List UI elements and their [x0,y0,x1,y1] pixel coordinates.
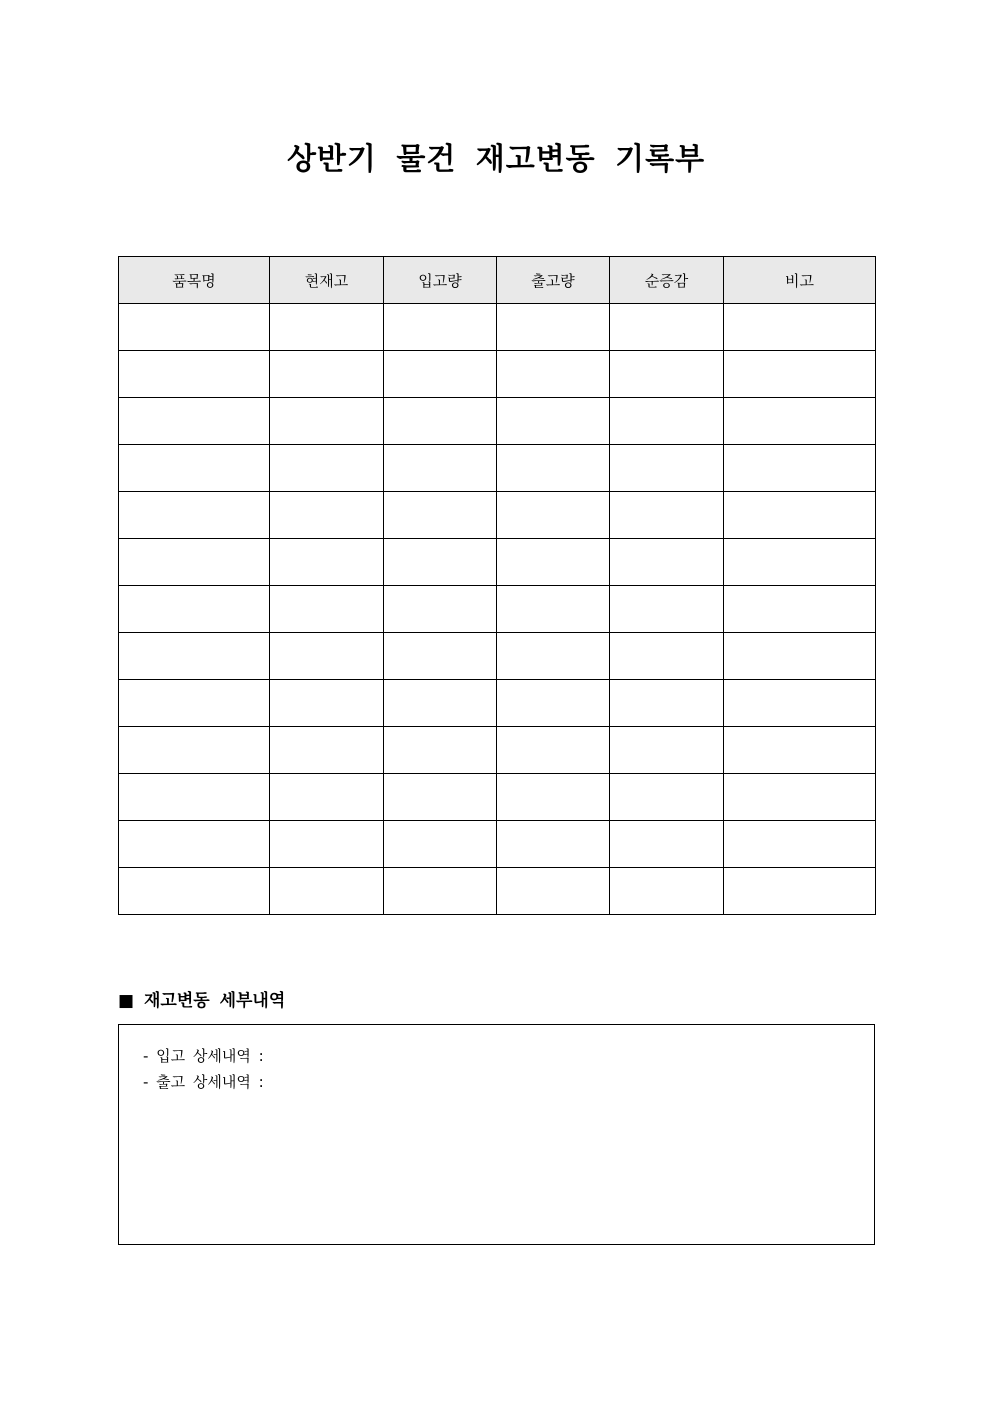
table-cell[interactable] [270,774,384,821]
table-row [119,680,876,727]
table-cell[interactable] [119,633,270,680]
table-cell[interactable] [384,680,497,727]
table-cell[interactable] [384,351,497,398]
table-cell[interactable] [497,680,610,727]
details-box[interactable] [118,1024,875,1245]
table-cell[interactable] [724,821,876,868]
table-cell[interactable] [724,445,876,492]
table-cell[interactable] [724,304,876,351]
table-cell[interactable] [497,821,610,868]
black-square-icon: ■ [118,991,135,1011]
header-net-change: 순증감 [610,257,724,304]
table-cell[interactable] [610,680,724,727]
header-incoming: 입고량 [384,257,497,304]
table-row [119,727,876,774]
table-cell[interactable] [384,586,497,633]
header-current-stock: 현재고 [270,257,384,304]
table-row [119,633,876,680]
table-cell[interactable] [119,774,270,821]
table-cell[interactable] [270,492,384,539]
table-cell[interactable] [384,821,497,868]
table-cell[interactable] [384,539,497,586]
table-cell[interactable] [119,539,270,586]
table-row [119,445,876,492]
table-cell[interactable] [270,680,384,727]
table-cell[interactable] [610,398,724,445]
table-cell[interactable] [119,398,270,445]
table-row [119,586,876,633]
table-cell[interactable] [724,398,876,445]
table-cell[interactable] [497,304,610,351]
table-cell[interactable] [270,868,384,915]
table-cell[interactable] [119,586,270,633]
table-cell[interactable] [497,492,610,539]
table-cell[interactable] [270,727,384,774]
table-cell[interactable] [270,351,384,398]
table-cell[interactable] [270,821,384,868]
incoming-details-line: - 입고 상세내역 : [143,1047,264,1065]
table-cell[interactable] [724,351,876,398]
table-row [119,304,876,351]
table-cell[interactable] [610,539,724,586]
table-cell[interactable] [119,868,270,915]
table-cell[interactable] [724,774,876,821]
table-cell[interactable] [497,633,610,680]
table-row [119,821,876,868]
inventory-table [118,256,876,915]
table-cell[interactable] [724,539,876,586]
table-cell[interactable] [610,304,724,351]
table-cell[interactable] [497,868,610,915]
table-cell[interactable] [270,539,384,586]
table-cell[interactable] [724,727,876,774]
table-cell[interactable] [270,398,384,445]
table-row [119,351,876,398]
table-cell[interactable] [119,445,270,492]
table-cell[interactable] [270,445,384,492]
table-cell[interactable] [610,821,724,868]
table-cell[interactable] [384,727,497,774]
outgoing-details-line: - 출고 상세내역 : [143,1073,264,1091]
table-cell[interactable] [497,727,610,774]
table-cell[interactable] [610,586,724,633]
header-remarks: 비고 [724,257,876,304]
table-cell[interactable] [724,492,876,539]
table-cell[interactable] [384,633,497,680]
table-cell[interactable] [724,868,876,915]
table-cell[interactable] [497,539,610,586]
table-cell[interactable] [270,586,384,633]
page-title: 상반기 물건 재고변동 기록부 [286,142,706,177]
table-cell[interactable] [610,492,724,539]
table-cell[interactable] [119,351,270,398]
table-cell[interactable] [497,586,610,633]
table-row [119,398,876,445]
table-cell[interactable] [384,398,497,445]
details-heading-text: 재고변동 세부내역 [143,991,286,1011]
table-cell[interactable] [724,680,876,727]
table-cell[interactable] [270,304,384,351]
table-cell[interactable] [610,868,724,915]
table-cell[interactable] [384,774,497,821]
table-cell[interactable] [497,398,610,445]
header-outgoing: 출고량 [497,257,610,304]
table-cell[interactable] [119,680,270,727]
table-cell[interactable] [610,774,724,821]
table-row [119,539,876,586]
table-cell[interactable] [384,304,497,351]
table-cell[interactable] [497,445,610,492]
table-cell[interactable] [270,633,384,680]
table-cell[interactable] [497,351,610,398]
table-cell[interactable] [610,633,724,680]
table-cell[interactable] [610,445,724,492]
table-cell[interactable] [119,821,270,868]
table-header-row [119,257,876,304]
details-heading [118,986,285,1011]
table-row [119,774,876,821]
table-cell[interactable] [384,492,497,539]
table-cell[interactable] [724,633,876,680]
table-cell[interactable] [384,868,497,915]
table-cell[interactable] [497,774,610,821]
table-cell[interactable] [119,727,270,774]
table-cell[interactable] [610,351,724,398]
header-item-name: 품목명 [119,257,270,304]
table-row [119,868,876,915]
table-cell[interactable] [119,492,270,539]
table-row [119,492,876,539]
table-cell[interactable] [610,727,724,774]
table-cell[interactable] [724,586,876,633]
table-cell[interactable] [119,304,270,351]
table-cell[interactable] [384,445,497,492]
